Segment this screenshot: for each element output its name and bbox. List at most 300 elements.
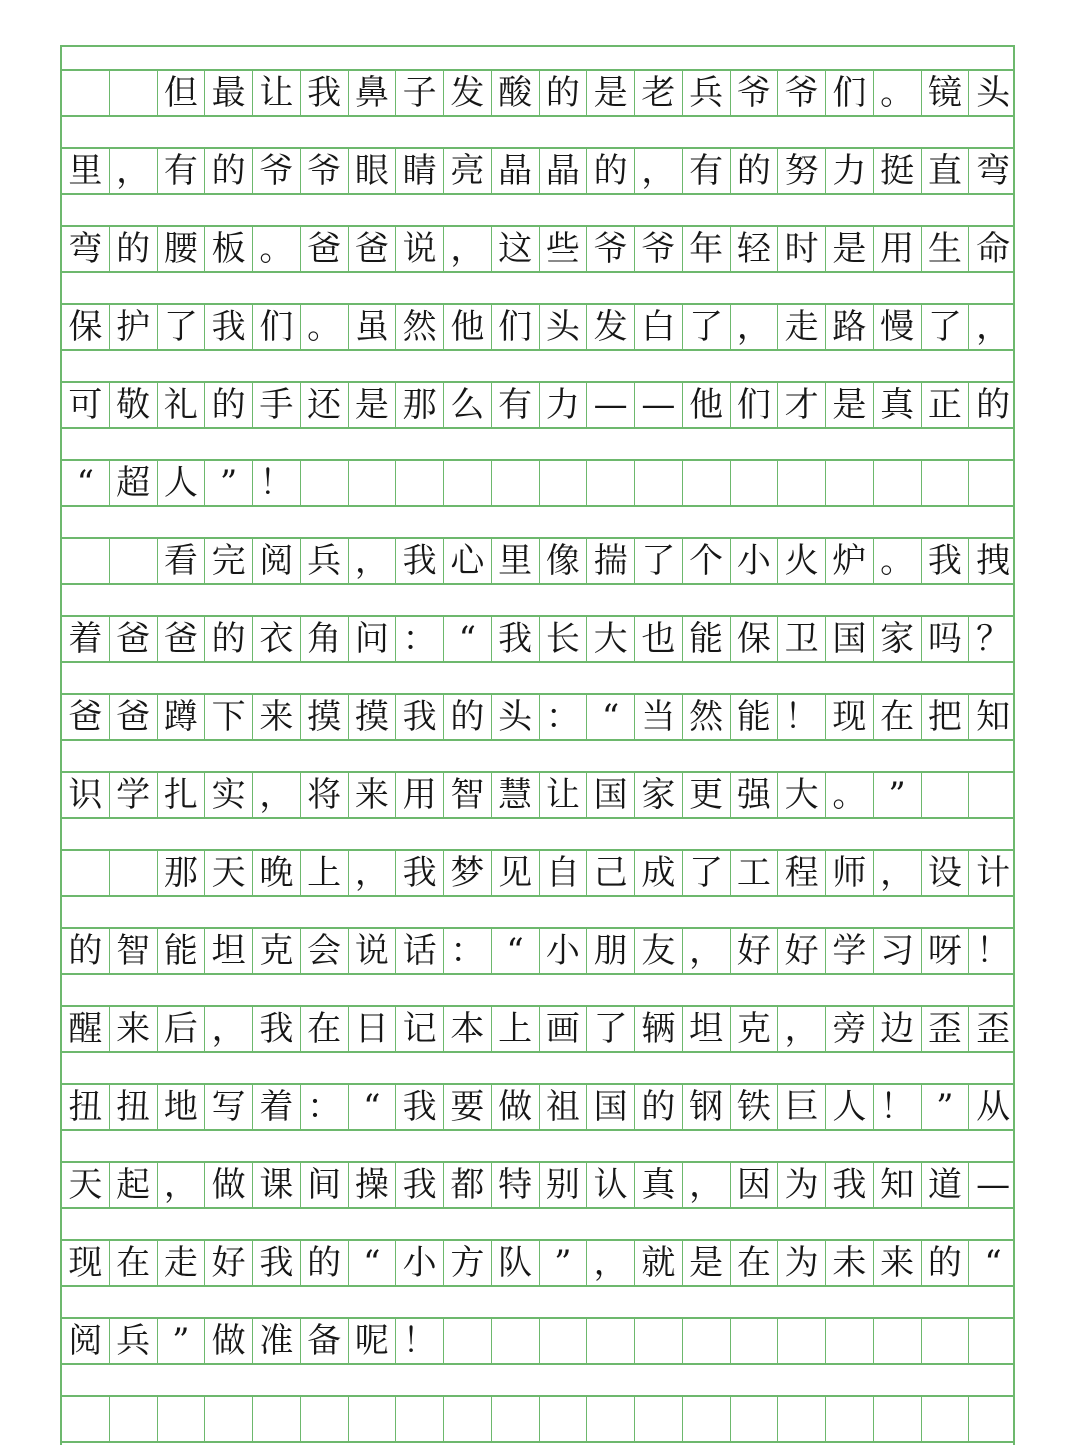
grid-cell: 慧 bbox=[492, 773, 540, 817]
grid-cell bbox=[826, 461, 874, 505]
grid-cell bbox=[110, 851, 158, 895]
grid-cell: 然 bbox=[683, 695, 731, 739]
grid-cell: 爸 bbox=[110, 617, 158, 661]
grid-cell: 扎 bbox=[158, 773, 206, 817]
grid-cell bbox=[540, 1397, 588, 1441]
grid-cell: “ bbox=[492, 929, 540, 973]
grid-cell bbox=[396, 461, 444, 505]
grid-cell: 方 bbox=[444, 1241, 492, 1285]
grid-cell: 里 bbox=[62, 149, 110, 193]
grid-cell: 别 bbox=[540, 1163, 588, 1207]
grid-cell: 。 bbox=[874, 71, 922, 115]
grid-cell: 兵 bbox=[301, 539, 349, 583]
grid-cell: 拽 bbox=[976, 541, 1011, 581]
grid-cell: 问 bbox=[349, 617, 397, 661]
grid-row bbox=[62, 1161, 1013, 1209]
grid-cell bbox=[301, 1397, 349, 1441]
grid-cell: 走 bbox=[778, 305, 826, 349]
grid-cell: 弯 bbox=[62, 227, 110, 271]
grid-cell: 都 bbox=[444, 1163, 492, 1207]
grid-cell: 操 bbox=[349, 1163, 397, 1207]
grid-cell bbox=[349, 1397, 397, 1441]
grid-cell: 来 bbox=[110, 1007, 158, 1051]
grid-cell bbox=[62, 1397, 110, 1441]
grid-cell bbox=[253, 1397, 301, 1441]
grid-cell: 阅 bbox=[62, 1319, 110, 1363]
grid-cell: 。 bbox=[253, 227, 301, 271]
grid-cell: ” bbox=[874, 773, 922, 817]
grid-cell: ， bbox=[205, 1007, 253, 1051]
grid-cell: 旁 bbox=[826, 1007, 874, 1051]
grid-cell: 看 bbox=[158, 539, 206, 583]
grid-cell bbox=[683, 1319, 731, 1363]
grid-cell: 头 bbox=[976, 73, 1011, 113]
grid-cell: ” bbox=[922, 1085, 970, 1129]
grid-cell: 的 bbox=[731, 149, 779, 193]
grid-cell: 摸 bbox=[301, 695, 349, 739]
grid-cell: 有 bbox=[683, 149, 731, 193]
grid-cell: 工 bbox=[731, 851, 779, 895]
grid-cell: 的 bbox=[635, 1085, 683, 1129]
grid-cell: “ bbox=[349, 1085, 397, 1129]
grid-cell: 火 bbox=[778, 539, 826, 583]
grid-cell bbox=[778, 461, 826, 505]
grid-cell: 来 bbox=[253, 695, 301, 739]
grid-row bbox=[62, 1005, 1013, 1053]
grid-cell: 睛 bbox=[396, 149, 444, 193]
grid-cell: 了 bbox=[683, 851, 731, 895]
grid-cell: 为 bbox=[778, 1163, 826, 1207]
grid-cell: 起 bbox=[110, 1163, 158, 1207]
grid-cell: 这 bbox=[492, 227, 540, 271]
grid-cell bbox=[969, 1397, 1017, 1441]
grid-row bbox=[62, 615, 1013, 663]
grid-cell: ： bbox=[444, 929, 492, 973]
grid-cell: ， bbox=[349, 851, 397, 895]
grid-cell: 用 bbox=[874, 227, 922, 271]
grid-cell: 最 bbox=[205, 71, 253, 115]
grid-cell: 用 bbox=[396, 773, 444, 817]
grid-cell: 设 bbox=[922, 851, 970, 895]
grid-cell: 课 bbox=[253, 1163, 301, 1207]
grid-cell: 强 bbox=[731, 773, 779, 817]
grid-cell: 家 bbox=[635, 773, 683, 817]
grid-cell bbox=[444, 1397, 492, 1441]
grid-cell: 亮 bbox=[444, 149, 492, 193]
grid-cell: 是 bbox=[683, 1241, 731, 1285]
grid-cell: 然 bbox=[396, 305, 444, 349]
grid-cell: 像 bbox=[540, 539, 588, 583]
grid-cell: 生 bbox=[922, 227, 970, 271]
grid-cell: 轻 bbox=[731, 227, 779, 271]
grid-cell: 角 bbox=[301, 617, 349, 661]
grid-cell: 坦 bbox=[683, 1007, 731, 1051]
grid-cell bbox=[396, 1397, 444, 1441]
grid-cell bbox=[635, 1397, 683, 1441]
grid-row bbox=[62, 381, 1013, 429]
grid-cell: 的 bbox=[976, 385, 1011, 425]
grid-cell: 识 bbox=[62, 773, 110, 817]
grid-cell: 摸 bbox=[349, 695, 397, 739]
grid-cell bbox=[110, 71, 158, 115]
grid-cell: 揣 bbox=[587, 539, 635, 583]
grid-cell: 智 bbox=[110, 929, 158, 973]
grid-cell: 我 bbox=[396, 539, 444, 583]
grid-cell: 己 bbox=[587, 851, 635, 895]
grid-cell: 还 bbox=[301, 383, 349, 427]
grid-cell bbox=[540, 461, 588, 505]
grid-cell: 我 bbox=[205, 305, 253, 349]
grid-cell: 力 bbox=[540, 383, 588, 427]
grid-cell: 计 bbox=[976, 853, 1011, 893]
grid-cell: 说 bbox=[349, 929, 397, 973]
grid-cell bbox=[922, 461, 970, 505]
grid-cell: 家 bbox=[874, 617, 922, 661]
grid-cell: 个 bbox=[683, 539, 731, 583]
grid-cell bbox=[492, 1319, 540, 1363]
grid-cell: 直 bbox=[922, 149, 970, 193]
grid-cell: 见 bbox=[492, 851, 540, 895]
grid-cell bbox=[587, 461, 635, 505]
grid-cell: 边 bbox=[874, 1007, 922, 1051]
grid-cell: 日 bbox=[349, 1007, 397, 1051]
grid-cell: 未 bbox=[826, 1241, 874, 1285]
grid-cell: 小 bbox=[731, 539, 779, 583]
grid-cell: 爷 bbox=[253, 149, 301, 193]
grid-cell bbox=[683, 461, 731, 505]
grid-cell: 大 bbox=[778, 773, 826, 817]
grid-cell bbox=[349, 461, 397, 505]
grid-cell: 吗 bbox=[922, 617, 970, 661]
grid-cell: ！ bbox=[778, 695, 826, 739]
grid-cell: “ bbox=[62, 461, 110, 505]
grid-cell: 要 bbox=[444, 1085, 492, 1129]
grid-cell bbox=[969, 461, 1017, 505]
grid-cell: ： bbox=[301, 1085, 349, 1129]
grid-cell: 爸 bbox=[62, 695, 110, 739]
grid-cell: 的 bbox=[205, 383, 253, 427]
grid-cell: “ bbox=[444, 617, 492, 661]
grid-cell: 努 bbox=[778, 149, 826, 193]
grid-cell: ， bbox=[731, 305, 779, 349]
grid-cell: 爷 bbox=[778, 71, 826, 115]
grid-cell: 在 bbox=[874, 695, 922, 739]
grid-cell: 有 bbox=[158, 149, 206, 193]
grid-cell: 衣 bbox=[253, 617, 301, 661]
grid-cell: ： bbox=[540, 695, 588, 739]
grid-cell: ， bbox=[110, 149, 158, 193]
grid-cell: 手 bbox=[253, 383, 301, 427]
grid-cell: 在 bbox=[731, 1241, 779, 1285]
grid-cell: 虽 bbox=[349, 305, 397, 349]
grid-cell: 爷 bbox=[635, 227, 683, 271]
grid-cell: 梦 bbox=[444, 851, 492, 895]
grid-cell: ！ bbox=[976, 931, 1011, 971]
grid-cell: 小 bbox=[396, 1241, 444, 1285]
grid-cell: 歪 bbox=[922, 1007, 970, 1051]
grid-cell: 。 bbox=[874, 539, 922, 583]
grid-row bbox=[62, 849, 1013, 897]
grid-cell: 眼 bbox=[349, 149, 397, 193]
grid-cell: 记 bbox=[396, 1007, 444, 1051]
grid-cell: 呀 bbox=[922, 929, 970, 973]
grid-cell: 我 bbox=[396, 851, 444, 895]
grid-cell: 腰 bbox=[158, 227, 206, 271]
grid-cell: 爷 bbox=[301, 149, 349, 193]
grid-cell: 长 bbox=[540, 617, 588, 661]
grid-cell: 晶 bbox=[540, 149, 588, 193]
grid-cell: 准 bbox=[253, 1319, 301, 1363]
grid-cell: ！ bbox=[396, 1319, 444, 1363]
grid-cell: 我 bbox=[253, 1007, 301, 1051]
grid-cell: 是 bbox=[349, 383, 397, 427]
grid-cell: 年 bbox=[683, 227, 731, 271]
grid-cell: 力 bbox=[826, 149, 874, 193]
grid-cell bbox=[635, 461, 683, 505]
grid-cell: 才 bbox=[778, 383, 826, 427]
grid-cell: 写 bbox=[205, 1085, 253, 1129]
grid-cell: 那 bbox=[158, 851, 206, 895]
grid-cell: 我 bbox=[492, 617, 540, 661]
grid-cell bbox=[205, 1397, 253, 1441]
grid-row bbox=[62, 537, 1013, 585]
grid-cell: 着 bbox=[253, 1085, 301, 1129]
grid-cell: 好 bbox=[205, 1241, 253, 1285]
grid-cell: 的 bbox=[62, 929, 110, 973]
grid-row bbox=[62, 693, 1013, 741]
grid-cell: 我 bbox=[922, 539, 970, 583]
grid-cell: 友 bbox=[635, 929, 683, 973]
grid-cell: ， bbox=[158, 1163, 206, 1207]
grid-cell: 当 bbox=[635, 695, 683, 739]
grid-cell: 在 bbox=[301, 1007, 349, 1051]
grid-cell: 现 bbox=[826, 695, 874, 739]
grid-cell: 也 bbox=[635, 617, 683, 661]
grid-cell: 间 bbox=[301, 1163, 349, 1207]
grid-cell: 为 bbox=[778, 1241, 826, 1285]
grid-cell: 真 bbox=[635, 1163, 683, 1207]
grid-cell: 时 bbox=[778, 227, 826, 271]
grid-cell bbox=[444, 1319, 492, 1363]
grid-row bbox=[62, 1317, 1013, 1365]
grid-cell: 好 bbox=[731, 929, 779, 973]
grid-cell: 的 bbox=[205, 149, 253, 193]
grid-cell: 上 bbox=[301, 851, 349, 895]
grid-cell: 国 bbox=[826, 617, 874, 661]
grid-row bbox=[62, 771, 1013, 819]
grid-cell: 成 bbox=[635, 851, 683, 895]
grid-cell: 板 bbox=[205, 227, 253, 271]
grid-cell: 好 bbox=[778, 929, 826, 973]
grid-cell: 巨 bbox=[778, 1085, 826, 1129]
grid-cell: 队 bbox=[492, 1241, 540, 1285]
grid-cell: 特 bbox=[492, 1163, 540, 1207]
grid-cell: ， bbox=[587, 1241, 635, 1285]
grid-cell: ， bbox=[444, 227, 492, 271]
grid-cell: ！ bbox=[253, 461, 301, 505]
grid-row bbox=[62, 1395, 1013, 1443]
grid-cell: 扭 bbox=[110, 1085, 158, 1129]
grid-cell: 爸 bbox=[158, 617, 206, 661]
grid-cell: 那 bbox=[396, 383, 444, 427]
grid-cell: 护 bbox=[110, 305, 158, 349]
grid-cell: 是 bbox=[826, 227, 874, 271]
grid-cell: 阅 bbox=[253, 539, 301, 583]
grid-cell bbox=[62, 851, 110, 895]
grid-cell: 我 bbox=[396, 1085, 444, 1129]
grid-cell bbox=[62, 71, 110, 115]
grid-cell bbox=[826, 1319, 874, 1363]
grid-row bbox=[62, 69, 1013, 117]
grid-cell: 在 bbox=[110, 1241, 158, 1285]
grid-cell bbox=[778, 1319, 826, 1363]
grid-cell: 是 bbox=[587, 71, 635, 115]
grid-cell: 大 bbox=[587, 617, 635, 661]
grid-cell: 习 bbox=[874, 929, 922, 973]
grid-cell bbox=[540, 1319, 588, 1363]
grid-cell: 天 bbox=[62, 1163, 110, 1207]
grid-cell: 程 bbox=[778, 851, 826, 895]
grid-cell: ， bbox=[635, 149, 683, 193]
grid-cell: 扭 bbox=[62, 1085, 110, 1129]
grid-cell: 老 bbox=[635, 71, 683, 115]
grid-row bbox=[62, 1083, 1013, 1131]
grid-cell: 走 bbox=[158, 1241, 206, 1285]
grid-cell: 人 bbox=[826, 1085, 874, 1129]
grid-cell: 祖 bbox=[540, 1085, 588, 1129]
grid-cell: 学 bbox=[826, 929, 874, 973]
grid-cell: 他 bbox=[683, 383, 731, 427]
grid-cell: 能 bbox=[731, 695, 779, 739]
grid-cell: 的 bbox=[444, 695, 492, 739]
grid-cell: 弯 bbox=[976, 151, 1011, 191]
grid-cell: 们 bbox=[492, 305, 540, 349]
grid-cell: 了 bbox=[158, 305, 206, 349]
grid-cell: 里 bbox=[492, 539, 540, 583]
grid-cell: 知 bbox=[976, 697, 1011, 737]
grid-cell: 来 bbox=[874, 1241, 922, 1285]
grid-cell: 做 bbox=[205, 1163, 253, 1207]
grid-cell bbox=[110, 539, 158, 583]
grid-cell: 醒 bbox=[62, 1007, 110, 1051]
grid-cell: 了 bbox=[587, 1007, 635, 1051]
grid-cell: 我 bbox=[396, 1163, 444, 1207]
grid-cell bbox=[683, 1397, 731, 1441]
grid-cell: 了 bbox=[922, 305, 970, 349]
grid-cell: ” bbox=[205, 461, 253, 505]
grid-cell: 卫 bbox=[778, 617, 826, 661]
grid-cell: 会 bbox=[301, 929, 349, 973]
grid-cell: 辆 bbox=[635, 1007, 683, 1051]
grid-cell: 人 bbox=[158, 461, 206, 505]
grid-cell: 的 bbox=[587, 149, 635, 193]
grid-cell: ， bbox=[683, 1163, 731, 1207]
grid-cell: 把 bbox=[922, 695, 970, 739]
grid-cell: 师 bbox=[826, 851, 874, 895]
grid-cell: ， bbox=[976, 307, 1011, 347]
grid-cell: 的 bbox=[110, 227, 158, 271]
grid-cell: 上 bbox=[492, 1007, 540, 1051]
grid-cell bbox=[301, 461, 349, 505]
grid-cell: ， bbox=[778, 1007, 826, 1051]
grid-cell: 本 bbox=[444, 1007, 492, 1051]
grid-cell: 晶 bbox=[492, 149, 540, 193]
grid-cell: 认 bbox=[587, 1163, 635, 1207]
grid-cell: 让 bbox=[540, 773, 588, 817]
grid-cell: 发 bbox=[444, 71, 492, 115]
grid-cell: ， bbox=[253, 773, 301, 817]
grid-cell: 么 bbox=[444, 383, 492, 427]
grid-cell: 蹲 bbox=[158, 695, 206, 739]
grid-cell: 但 bbox=[158, 71, 206, 115]
grid-cell: 能 bbox=[683, 617, 731, 661]
grid-cell: 子 bbox=[396, 71, 444, 115]
grid-cell: 们 bbox=[731, 383, 779, 427]
grid-cell bbox=[922, 773, 970, 817]
grid-cell bbox=[874, 1397, 922, 1441]
grid-cell: 保 bbox=[62, 305, 110, 349]
grid-cell: 的 bbox=[922, 1241, 970, 1285]
grid-cell: 心 bbox=[444, 539, 492, 583]
grid-row bbox=[62, 927, 1013, 975]
grid-cell: 更 bbox=[683, 773, 731, 817]
grid-cell: 克 bbox=[731, 1007, 779, 1051]
grid-cell: 能 bbox=[158, 929, 206, 973]
grid-row bbox=[62, 1239, 1013, 1287]
grid-cell: — bbox=[635, 383, 683, 427]
grid-cell: 超 bbox=[110, 461, 158, 505]
grid-cell: 国 bbox=[587, 773, 635, 817]
grid-cell: ， bbox=[874, 851, 922, 895]
grid-cell bbox=[158, 1397, 206, 1441]
grid-cell: 了 bbox=[683, 305, 731, 349]
grid-cell: 敬 bbox=[110, 383, 158, 427]
grid-cell: 可 bbox=[62, 383, 110, 427]
grid-cell: 的 bbox=[301, 1241, 349, 1285]
grid-cell: 呢 bbox=[349, 1319, 397, 1363]
grid-cell bbox=[874, 1319, 922, 1363]
grid-row bbox=[62, 459, 1013, 507]
grid-cell: 自 bbox=[540, 851, 588, 895]
grid-cell: 我 bbox=[396, 695, 444, 739]
grid-cell: 礼 bbox=[158, 383, 206, 427]
grid-cell: 我 bbox=[826, 1163, 874, 1207]
grid-cell: ： bbox=[396, 617, 444, 661]
grid-cell: 实 bbox=[205, 773, 253, 817]
grid-cell: 说 bbox=[396, 227, 444, 271]
grid-cell: “ bbox=[587, 695, 635, 739]
grid-cell: ” bbox=[540, 1241, 588, 1285]
grid-cell: 做 bbox=[492, 1085, 540, 1129]
grid-cell: 后 bbox=[158, 1007, 206, 1051]
grid-cell: 爷 bbox=[731, 71, 779, 115]
grid-cell: 我 bbox=[253, 1241, 301, 1285]
grid-cell: 发 bbox=[587, 305, 635, 349]
grid-cell: 晚 bbox=[253, 851, 301, 895]
grid-cell bbox=[731, 1397, 779, 1441]
grid-cell: 酸 bbox=[492, 71, 540, 115]
grid-cell bbox=[492, 1397, 540, 1441]
grid-cell bbox=[826, 1397, 874, 1441]
grid-cell: 朋 bbox=[587, 929, 635, 973]
grid-cell bbox=[492, 461, 540, 505]
grid-cell: 爸 bbox=[110, 695, 158, 739]
grid-row bbox=[62, 303, 1013, 351]
grid-cell: 兵 bbox=[110, 1319, 158, 1363]
grid-cell: 了 bbox=[635, 539, 683, 583]
grid-cell: 将 bbox=[301, 773, 349, 817]
grid-cell: — bbox=[976, 1165, 1011, 1205]
